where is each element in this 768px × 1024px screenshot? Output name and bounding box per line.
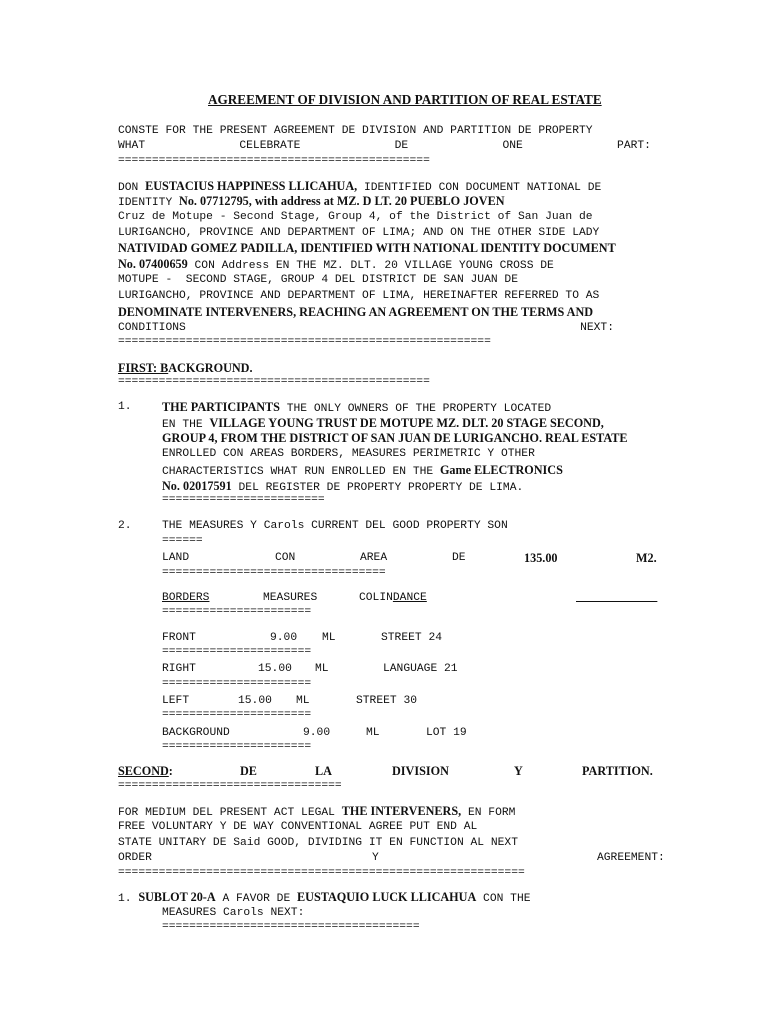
second-heading-word: Y <box>514 764 523 778</box>
divider-rule: ============================================================ <box>118 867 525 879</box>
border-row-left: LEFT <box>162 695 190 707</box>
item1-line-4: ENROLLED CON AREAS BORDERS, MEASURES PERIMETRIC Y OTHER <box>162 448 535 460</box>
measures-header: MEASURES <box>263 592 318 604</box>
divider-rule: ================================= <box>162 567 386 579</box>
intro-line-1: CONSTE FOR THE PRESENT AGREEMENT DE DIVISION AND PARTITION DE PROPERTY <box>118 125 593 137</box>
border-row-background: BACKGROUND <box>162 727 230 739</box>
second-heading-label: SECOND: <box>118 764 173 778</box>
land-label: LAND <box>162 552 190 564</box>
party-line-10: CONDITIONS NEXT: <box>118 322 614 334</box>
second-heading-word: PARTITION. <box>582 764 653 778</box>
border-row-measure: 9.00 <box>270 632 298 644</box>
divider-rule: ====================== <box>162 646 312 658</box>
sublot-line-2: MEASURES Carols NEXT: <box>162 907 305 919</box>
item2-line-1: THE MEASURES Y Carols CURRENT DEL GOOD PROPERTY SON <box>162 520 508 532</box>
divider-rule: ================================= <box>118 780 342 792</box>
second-line-1: FOR MEDIUM DEL PRESENT ACT LEGAL THE INTERVENERS, EN FORM <box>118 804 516 819</box>
intro-line-2 <box>118 139 651 153</box>
border-row-neighbor: STREET 30 <box>356 695 418 707</box>
divider-rule: ====================================== <box>162 921 420 933</box>
party-line-2: IDENTITY No. 07712795, with address at MZ. D LT. 20 PUEBLO JOVEN <box>118 194 505 209</box>
party-line-5: NATIVIDAD GOMEZ PADILLA, IDENTIFIED WITH NATIONAL IDENTITY DOCUMENT <box>118 241 616 255</box>
border-row-measure: 15.00 <box>258 663 292 675</box>
second-line-4-y: Y <box>372 852 379 864</box>
second-line-3: STATE UNITARY DE Said GOOD, DIVIDING IT EN FUNCTION AL NEXT <box>118 837 518 849</box>
divider-rule: ====================== <box>162 741 312 753</box>
party-line-4: LURIGANCHO, PROVINCE AND DEPARTMENT OF LIMA; AND ON THE OTHER SIDE LADY <box>118 227 600 239</box>
border-row-neighbor: LOT 19 <box>426 727 467 739</box>
divider-rule: ======================== <box>162 494 325 506</box>
intro-word: DE <box>394 140 409 152</box>
divider-rule: ====================== <box>162 678 312 690</box>
item1-line-5: CHARACTERISTICS WHAT RUN ENROLLED EN THE Game ELECTRONICS <box>162 463 563 478</box>
land-area-value: 135.00 <box>524 551 558 565</box>
divider-rule: ============================================== <box>118 155 430 167</box>
intro-word: ONE <box>502 140 523 152</box>
page-title: AGREEMENT OF DIVISION AND PARTITION OF REAL ESTATE <box>208 92 602 107</box>
item-number: 2. <box>118 520 132 532</box>
intro-word: WHAT <box>118 140 146 152</box>
sublot-line-1: 1. SUBLOT 20-A A FAVOR DE EUSTAQUIO LUCK LLICAHUA CON THE <box>118 890 531 905</box>
party-line-6: No. 07400659 CON Address EN THE MZ. DLT. 20 VILLAGE YOUNG CROSS DE <box>118 257 554 272</box>
divider-rule: ======================================================= <box>118 336 491 348</box>
item1-line-6: No. 02017591 DEL REGISTER DE PROPERTY PROPERTY DE LIMA. <box>162 479 524 494</box>
land-word: CON <box>275 552 296 564</box>
border-row-unit: ML <box>315 663 329 675</box>
divider-rule: ====================== <box>162 606 312 618</box>
divider-rule: ====== <box>162 535 203 547</box>
second-line-4-order: ORDER <box>118 852 152 864</box>
land-word: DE <box>452 552 466 564</box>
divider-rule: ============================================== <box>118 376 430 388</box>
border-row-front: FRONT <box>162 632 196 644</box>
border-row-neighbor: STREET 24 <box>381 632 443 644</box>
border-row-right: RIGHT <box>162 663 196 675</box>
border-row-unit: ML <box>322 632 336 644</box>
second-heading-word: DIVISION <box>392 764 449 778</box>
first-heading: FIRST: BACKGROUND. <box>118 361 253 375</box>
divider-rule: ====================== <box>162 709 312 721</box>
intro-word: CELEBRATE <box>239 140 301 152</box>
second-heading-word: DE <box>240 764 257 778</box>
borders-header: BORDERS <box>162 592 210 604</box>
item-number: 1. <box>118 401 132 413</box>
item1-line-3: GROUP 4, FROM THE DISTRICT OF SAN JUAN DE LURIGANCHO. REAL ESTATE <box>162 431 628 445</box>
land-word: AREA <box>360 552 388 564</box>
party-line-7: MOTUPE - SECOND STAGE, GROUP 4 DEL DISTRICT DE SAN JUAN DE <box>118 274 518 286</box>
second-line-2: FREE VOLUNTARY Y DE WAY CONVENTIONAL AGREE PUT END AL <box>118 821 478 833</box>
border-row-neighbor: LANGUAGE 21 <box>383 663 458 675</box>
second-heading-word: LA <box>315 764 332 778</box>
item1-line-2: EN THE VILLAGE YOUNG TRUST DE MOTUPE MZ. DLT. 20 STAGE SECOND, <box>162 416 604 431</box>
party-line-9: DENOMINATE INTERVENERS, REACHING AN AGREEMENT ON THE TERMS AND <box>118 305 594 319</box>
party-line-8: LURIGANCHO, PROVINCE AND DEPARTMENT OF LIMA, HEREINAFTER REFERRED TO AS <box>118 290 600 302</box>
item1-line-1: THE PARTICIPANTS THE ONLY OWNERS OF THE PROPERTY LOCATED <box>162 400 552 415</box>
party-line-1: DON EUSTACIUS HAPPINESS LLICAHUA, IDENTIFIED CON DOCUMENT NATIONAL DE <box>118 179 602 194</box>
party-line-3: Cruz de Motupe - Second Stage, Group 4, of the District of San Juan de <box>118 211 593 223</box>
blank-underline <box>576 591 657 605</box>
second-line-4-agreement: AGREEMENT: <box>597 852 665 864</box>
colindance-header: COLINDANCE <box>359 592 427 604</box>
land-area-unit: M2. <box>636 551 657 565</box>
border-row-unit: ML <box>366 727 380 739</box>
border-row-unit: ML <box>296 695 310 707</box>
intro-word: PART: <box>617 140 651 152</box>
border-row-measure: 15.00 <box>238 695 272 707</box>
border-row-measure: 9.00 <box>303 727 331 739</box>
